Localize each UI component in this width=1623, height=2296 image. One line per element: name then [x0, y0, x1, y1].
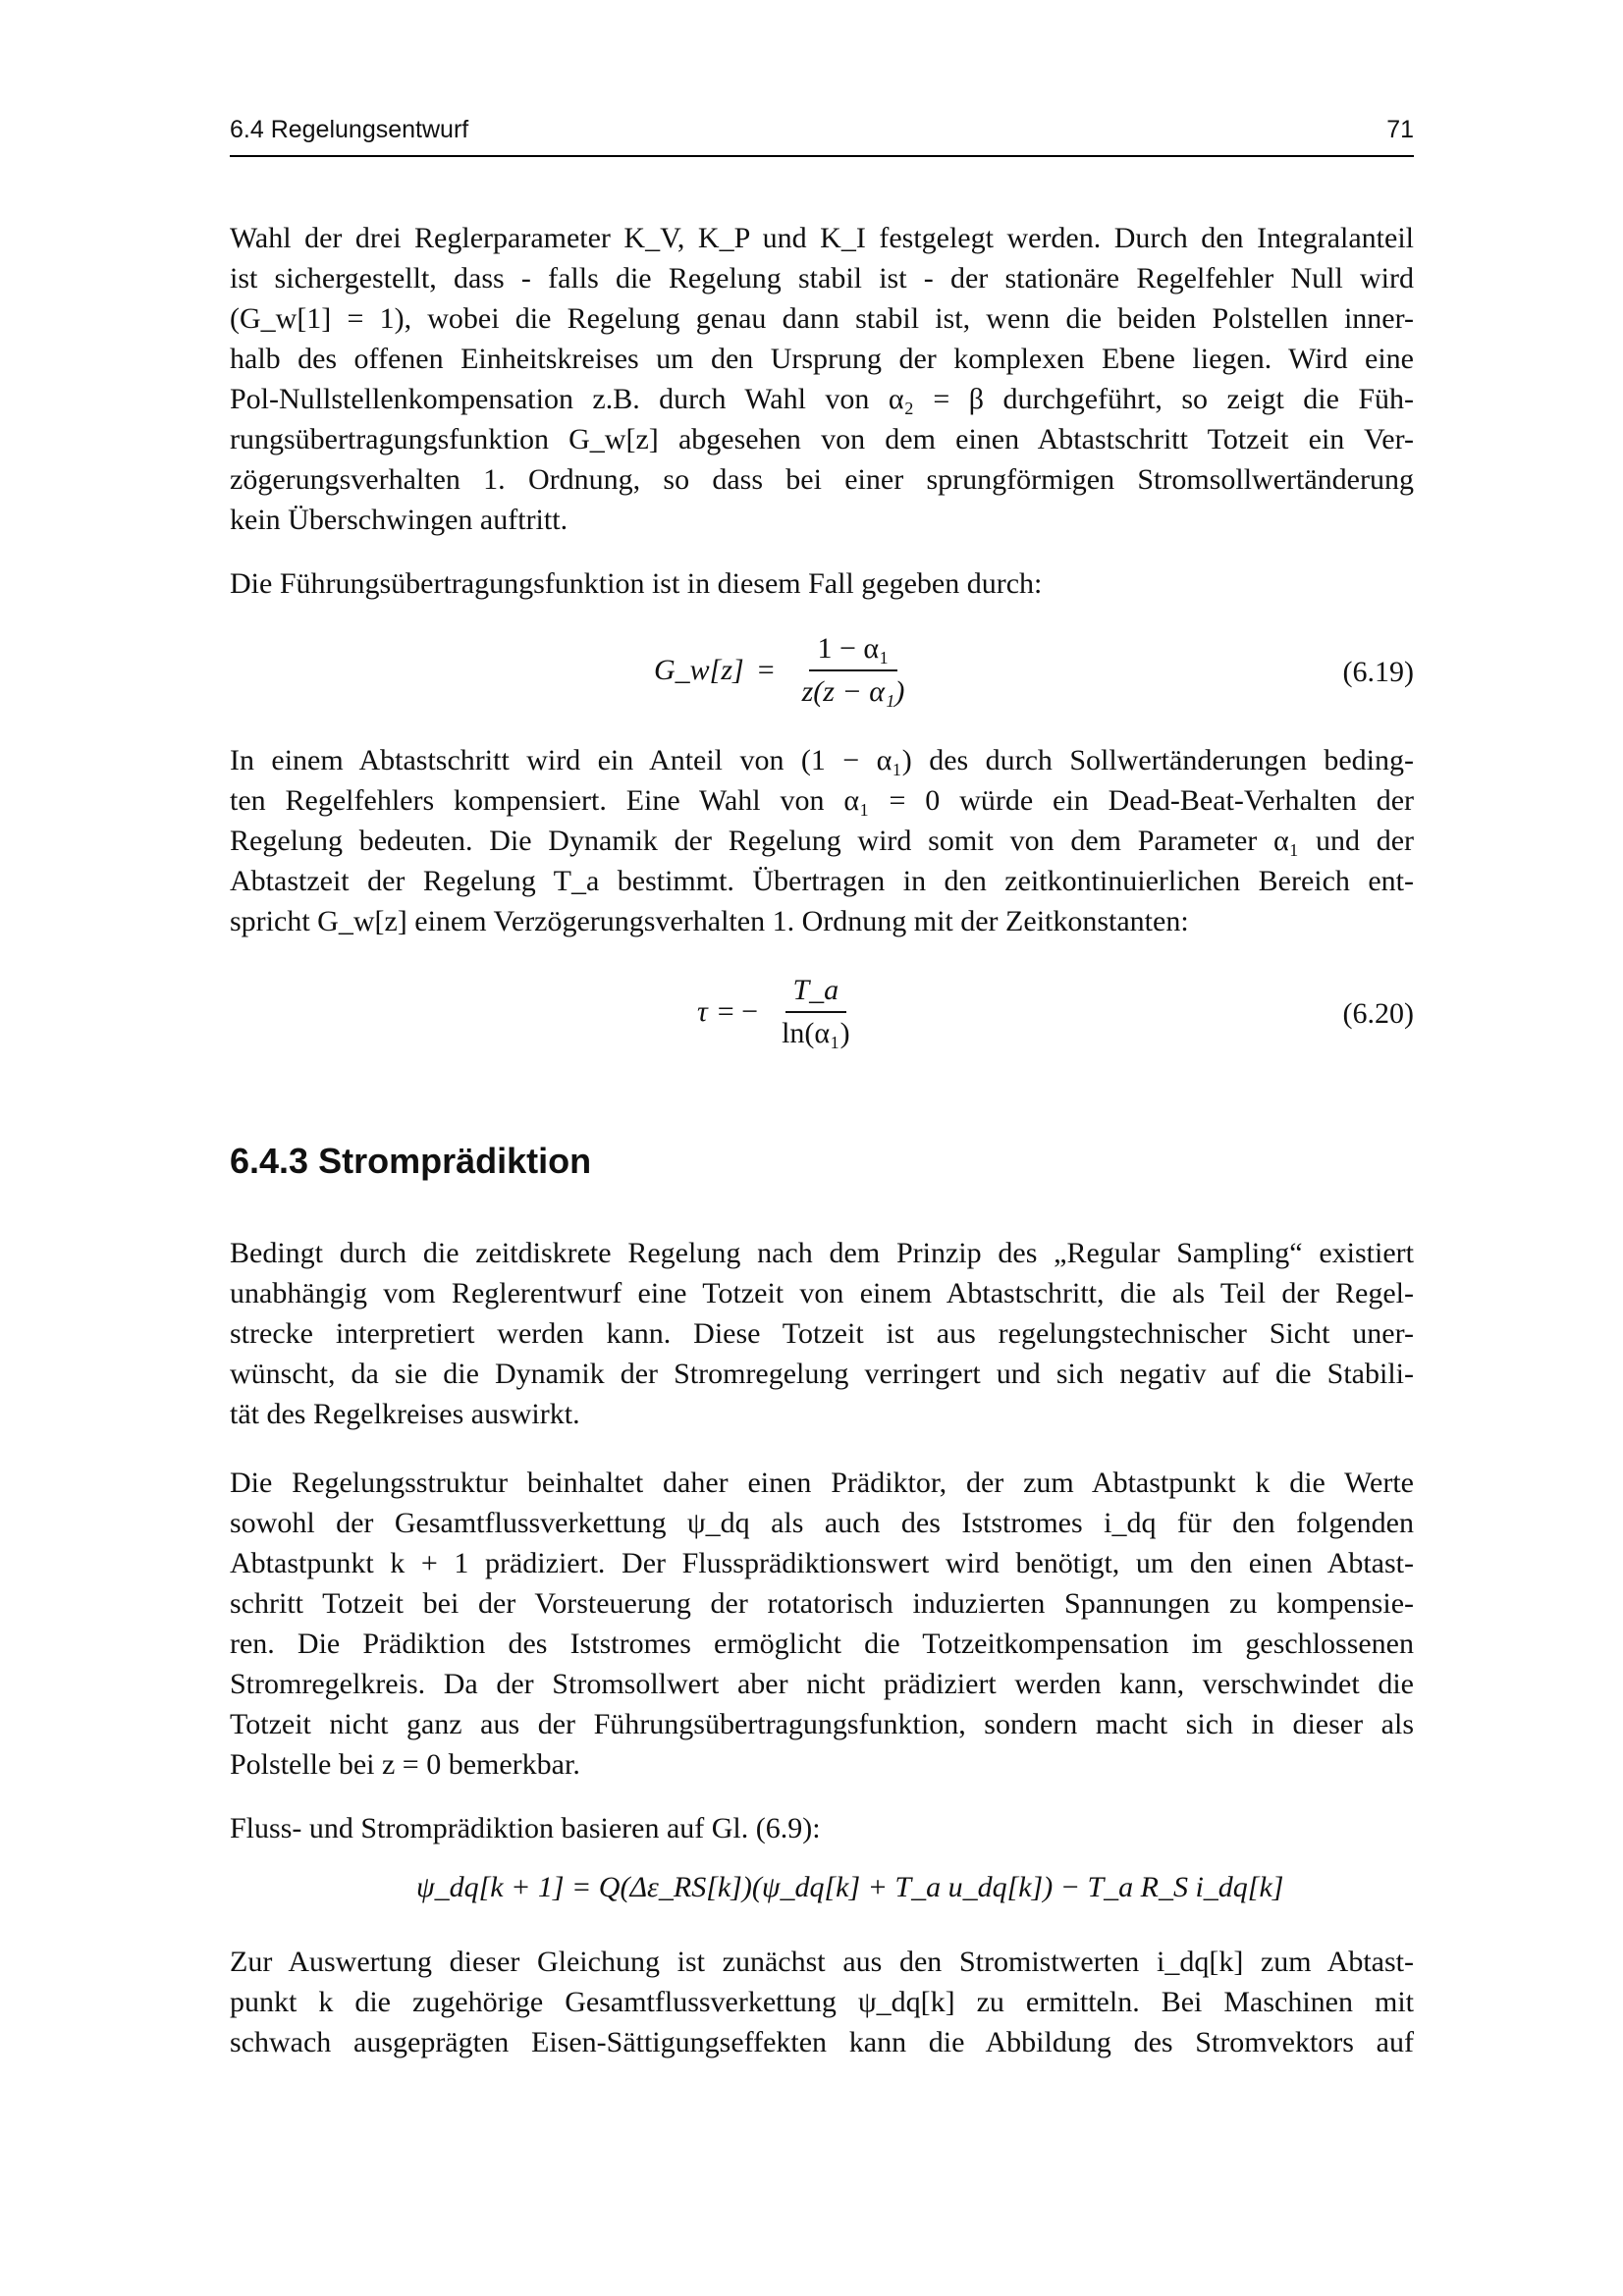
- equation-6-19: G_w[z] = $\frac{\text{1 − α₁}}{\text{z(z − α₁)}}$ (6.19): [654, 632, 1414, 708]
- paragraph-5: [230, 1463, 1414, 1785]
- text-line: zögerungsverhalten 1. Ordnung, so dass bei einer sprungförmigen Stromsollwertänderung: [230, 463, 1414, 496]
- text-line: Abtastpunkt k + 1 prädiziert. Der Flussprädiktionswert wird benötigt, um den einen Abtast-: [230, 1547, 1414, 1579]
- paragraph-7: [230, 1942, 1414, 2062]
- text-line: sowohl der Gesamtflussverkettung ψ_dq als auch des Iststromes i_dq für den folgenden: [230, 1507, 1414, 1539]
- header-section-title: 6.4 Regelungsentwurf: [230, 116, 469, 143]
- section-heading: 6.4.3 Stromprädiktion: [230, 1141, 592, 1181]
- equation-6-20: τ = − $\frac{T\_a}{\text{ln(α₁)}}$ (6.20): [697, 974, 1414, 1049]
- text-line: (G_w[1] = 1), wobei die Regelung genau dann stabil ist, wenn die beiden Polstellen inner-: [230, 302, 1414, 335]
- text-line: wünscht, da sie die Dynamik der Stromregelung verringert und sich negativ auf die Stabili-: [230, 1358, 1414, 1390]
- text-line: Regelung bedeuten. Die Dynamik der Regelung wird somit von dem Parameter α₁ und der: [230, 825, 1414, 857]
- fraction-numerator: T_a: [785, 974, 847, 1013]
- text-line: punkt k die zugehörige Gesamtflussverkettung ψ_dq[k] zu ermitteln. Bei Maschinen mit: [230, 1986, 1414, 2018]
- text-line: strecke interpretiert werden kann. Diese Totzeit ist aus regelungstechnischer Sicht uner-: [230, 1317, 1414, 1350]
- text-line: Abtastzeit der Regelung T_a bestimmt. Übertragen in den zeitkontinuierlichen Bereich ent-: [230, 865, 1414, 897]
- text-line: schritt Totzeit bei der Vorsteuerung der rotatorisch induzierten Spannungen zu kompensie-: [230, 1587, 1414, 1620]
- text-line: Wahl der drei Reglerparameter K_V, K_P und K_I festgelegt werden. Durch den Integralanteil: [230, 222, 1414, 254]
- fraction-numerator: 1 − α₁: [809, 632, 896, 671]
- equation-lhs: τ: [697, 995, 708, 1028]
- header-page-number: 71: [1386, 116, 1414, 143]
- text-line: rungsübertragungsfunktion G_w[z] abgesehen von dem einen Abtastschritt Totzeit ein Ver-: [230, 423, 1414, 455]
- fraction-denominator: ln(α₁): [782, 1017, 850, 1049]
- text-line: Totzeit nicht ganz aus der Führungsübertragungsfunktion, sondern macht sich in dieser als: [230, 1708, 1414, 1740]
- paragraph-2: [230, 563, 1414, 604]
- text-line: schwach ausgeprägten Eisen-Sättigungseffekten kann die Abbildung des Stromvektors auf: [230, 2026, 1414, 2058]
- text-line: Fluss- und Stromprädiktion basieren auf Gl. (6.9):: [230, 1812, 821, 1844]
- paragraph-1: [230, 218, 1414, 540]
- text-line: In einem Abtastschritt wird ein Anteil von (1 − α₁) des durch Sollwertänderungen beding-: [230, 744, 1414, 776]
- paragraph-3: [230, 740, 1414, 941]
- equation-fraction: [774, 974, 858, 1050]
- text-line: Die Führungsübertragungsfunktion ist in diesem Fall gegeben durch:: [230, 567, 1043, 600]
- equation-number: (6.19): [1342, 656, 1414, 688]
- text-line: ist sichergestellt, dass - falls die Regelung stabil ist - der stationäre Regelfehler Null wird: [230, 262, 1414, 294]
- equation-prediction: [230, 1871, 1414, 1920]
- text-line: Bedingt durch die zeitdiskrete Regelung nach dem Prinzip des „Regular Sampling“ existiert: [230, 1237, 1414, 1269]
- text-line: ren. Die Prädiktion des Iststromes ermöglicht die Totzeitkompensation im geschlossenen: [230, 1628, 1414, 1660]
- paragraph-6: [230, 1808, 1414, 1848]
- text-line: Stromregelkreis. Da der Stromsollwert aber nicht prädiziert werden kann, verschwindet die: [230, 1668, 1414, 1700]
- fraction-denominator: z(z − α₁): [801, 675, 905, 708]
- text-line: Zur Auswertung dieser Gleichung ist zunächst aus den Stromistwerten i_dq[k] zum Abtast-: [230, 1946, 1414, 1978]
- equation-lhs: G_w[z]: [654, 654, 744, 686]
- equation-fraction: [794, 632, 913, 709]
- text-line: Polstelle bei z = 0 bemerkbar.: [230, 1748, 580, 1781]
- paragraph-4: [230, 1233, 1414, 1434]
- text-line: kein Überschwingen auftritt.: [230, 504, 568, 536]
- equation-number: (6.20): [1342, 997, 1414, 1030]
- running-header: [230, 110, 1414, 157]
- text-line: spricht G_w[z] einem Verzögerungsverhalten 1. Ordnung mit der Zeitkonstanten:: [230, 905, 1189, 937]
- text-line: Die Regelungsstruktur beinhaltet daher einen Prädiktor, der zum Abtastpunkt k die Werte: [230, 1467, 1414, 1499]
- text-line: Pol-Nullstellenkompensation z.B. durch Wahl von α₂ = β durchgeführt, so zeigt die Füh-: [230, 383, 1414, 415]
- text-line: halb des offenen Einheitskreises um den Ursprung der komplexen Ebene liegen. Wird eine: [230, 343, 1414, 375]
- text-line: tät des Regelkreises auswirkt.: [230, 1398, 580, 1430]
- equation-text: ψ_dq[k + 1] = Q(Δε_RS[k])(ψ_dq[k] + T_a u_dq[k]) − T_a R_S i_dq[k]: [416, 1871, 1284, 1903]
- text-line: unabhängig vom Reglerentwurf eine Totzeit von einem Abtastschritt, die als Teil der Regel-: [230, 1277, 1414, 1309]
- text-line: ten Regelfehlers kompensiert. Eine Wahl von α₁ = 0 würde ein Dead-Beat-Verhalten der: [230, 784, 1414, 817]
